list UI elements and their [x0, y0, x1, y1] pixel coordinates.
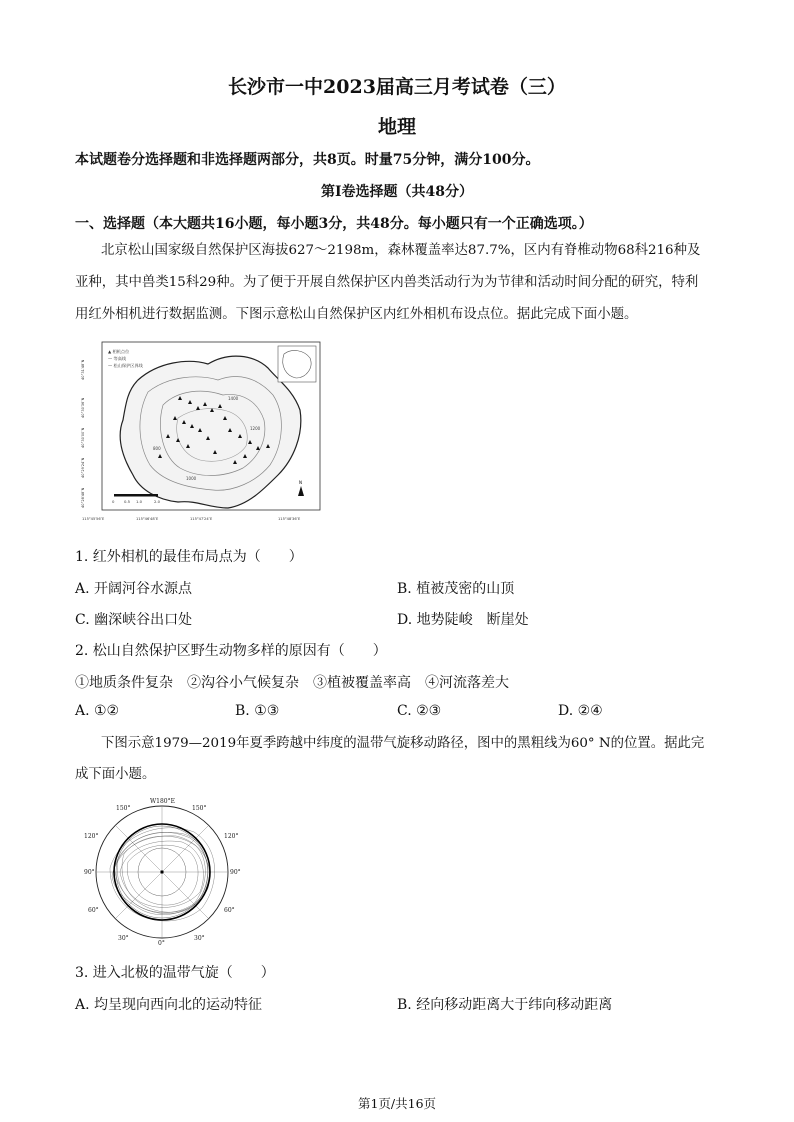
- inset-map: [278, 346, 316, 382]
- question-1-option-a[interactable]: A. 开阔河谷水源点: [75, 581, 193, 597]
- scale-tick: 0.5: [124, 499, 131, 504]
- question-2-option-a[interactable]: A. ①②: [75, 703, 120, 719]
- contour-label: 1400: [228, 396, 239, 401]
- question-2-option-b[interactable]: B. ①③: [235, 703, 280, 719]
- lat-tick: 40°30′00″N: [81, 427, 85, 448]
- exam-intro: 本试题卷分选择题和非选择题两部分，共8页。时量75分钟，满分100分。: [75, 152, 540, 168]
- exam-title: 长沙市一中2023届高三月考试卷（三）: [228, 76, 566, 98]
- polar-label: 30°: [194, 935, 205, 942]
- polar-label: 60°: [88, 907, 99, 914]
- question-1-stem: 1. 红外相机的最佳布局点为（ ）: [75, 549, 303, 565]
- passage1-line2: 亚种，其中兽类15科29种。为了便于开展自然保护区内兽类活动行为为节律和活动时间分配的研究，特利: [75, 275, 699, 290]
- polar-label: 90°: [230, 869, 241, 876]
- polar-label: 30°: [118, 935, 129, 942]
- passage1-line1: 北京松山国家级自然保护区海拔627～2198m，森林覆盖率达87.7%，区内有脊椎动物68科216种及: [101, 243, 701, 258]
- lat-tick: 40°28′48″N: [81, 487, 85, 508]
- question-1-option-d[interactable]: D. 地势陡峻 断崖处: [397, 612, 529, 628]
- question-2-option-c[interactable]: C. ②③: [397, 703, 442, 719]
- lat-tick: 40°29′24″N: [81, 457, 85, 478]
- north-pole: [160, 870, 163, 873]
- cyclone-track-polar-map: [84, 798, 244, 946]
- scale-tick: 2.0: [154, 499, 161, 504]
- lat-tick: 40°31′48″N: [81, 359, 85, 380]
- legend-item: — 等高线: [108, 356, 127, 361]
- north-label: N: [299, 480, 302, 485]
- polar-label: 60°: [224, 907, 235, 914]
- subject-title: 地理: [377, 116, 416, 138]
- contour-label: 1000: [186, 476, 197, 481]
- camera-location-map: [78, 340, 322, 524]
- scale-bar: [114, 494, 158, 497]
- contour-label: 1200: [250, 426, 261, 431]
- polar-label: 150°: [192, 805, 207, 812]
- polar-label: 150°: [116, 805, 131, 812]
- polar-label: 0°: [158, 940, 165, 946]
- legend-item: ▲ 相机点位: [108, 349, 130, 354]
- page-footer: 第1页/共16页: [357, 1096, 437, 1111]
- passage2-line2: 成下面小题。: [75, 767, 156, 782]
- scale-tick: 0: [112, 499, 115, 504]
- legend-item: — 松山保护区界线: [108, 363, 143, 368]
- section-title: 第Ⅰ卷选择题（共48分）: [320, 184, 474, 200]
- part1-heading: 一、选择题（本大题共16小题，每小题3分，共48分。每小题只有一个正确选项。）: [75, 216, 593, 232]
- polar-label: 90°: [84, 869, 95, 876]
- question-3-option-b[interactable]: B. 经向移动距离大于纬向移动距离: [397, 997, 613, 1013]
- contour-label: 800: [153, 446, 161, 451]
- polar-label-top: W180°E: [150, 798, 175, 805]
- question-3-stem: 3. 进入北极的温带气旋（ ）: [75, 965, 275, 981]
- question-3-option-a[interactable]: A. 均呈现向西向北的运动特征: [75, 997, 263, 1013]
- question-2-stem: 2. 松山自然保护区野生动物多样的原因有（ ）: [75, 643, 387, 659]
- polar-label: 120°: [224, 833, 239, 840]
- question-1-option-b[interactable]: B. 植被茂密的山顶: [397, 581, 515, 597]
- passage1-line3: 用红外相机进行数据监测。下图示意松山自然保护区内红外相机布设点位。据此完成下面小题。: [75, 307, 638, 322]
- lat-tick: 40°30′36″N: [81, 397, 85, 418]
- lon-tick: 115°45′56″E: [82, 517, 105, 521]
- scale-tick: 1.0: [136, 499, 143, 504]
- passage2-line1: 下图示意1979—2019年夏季跨越中纬度的温带气旋移动路径，图中的黑粗线为60° N的位置。据此完: [101, 736, 705, 751]
- question-2-option-d[interactable]: D. ②④: [558, 703, 603, 719]
- lon-tick: 115°47′24″E: [190, 517, 213, 521]
- polar-label: 120°: [84, 833, 99, 840]
- question-2-factors: ①地质条件复杂 ②沟谷小气候复杂 ③植被覆盖率高 ④河流落差大: [75, 675, 509, 691]
- lon-tick: 115°48′36″E: [278, 517, 301, 521]
- question-1-option-c[interactable]: C. 幽深峡谷出口处: [75, 612, 193, 628]
- lon-tick: 115°46′48″E: [136, 517, 159, 521]
